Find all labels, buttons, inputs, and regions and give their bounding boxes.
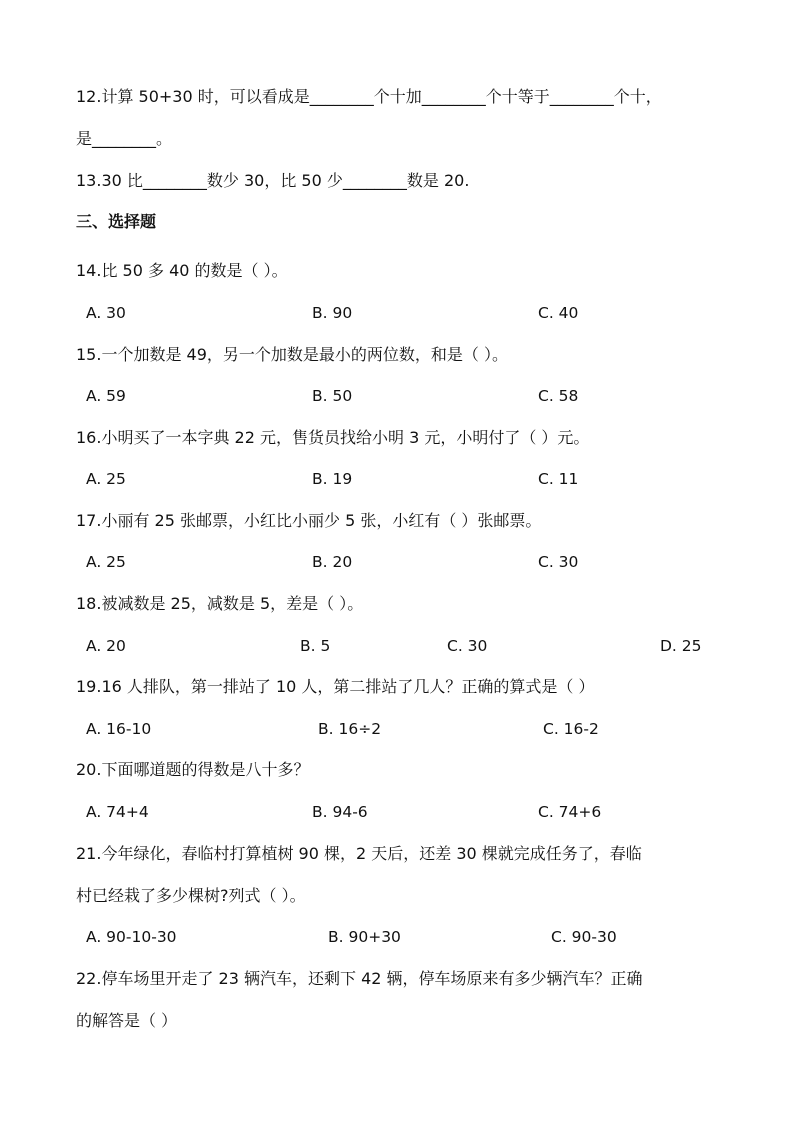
q16-option-c: C. 11 — [538, 470, 579, 488]
q18-option-a: A. 20 — [86, 637, 126, 655]
q18-option-b: B. 5 — [300, 637, 331, 655]
q17-option-a: A. 25 — [86, 553, 126, 571]
q16-option-a: A. 25 — [86, 470, 126, 488]
q19-option-a: A. 16-10 — [86, 720, 152, 738]
q21-line2: 村已经栽了多少棵树?列式（ ）。 — [76, 886, 306, 905]
q15-option-c: C. 58 — [538, 387, 579, 405]
q18-option-d: D. 25 — [660, 637, 702, 655]
q16-option-b: B. 19 — [312, 470, 353, 488]
q22-line2: 的解答是（ ） — [76, 1011, 178, 1030]
q19-text: 19.16 人排队，第一排站了 10 人，第二排站了几人？正确的算式是（ ） — [76, 677, 595, 696]
q20-option-c: C. 74+6 — [538, 803, 602, 821]
q17-option-b: B. 20 — [312, 553, 353, 571]
q18-text: 18.被减数是 25，减数是 5，差是（ ）。 — [76, 594, 364, 613]
q20-text: 20.下面哪道题的得数是八十多？ — [76, 760, 310, 779]
q13-text: 13.30 比________数少 30，比 50 少________数是 20. — [76, 171, 470, 190]
q20-option-b: B. 94-6 — [312, 803, 368, 821]
q14-option-a: A. 30 — [86, 304, 126, 322]
q21-option-b: B. 90+30 — [328, 928, 401, 946]
q17-option-c: C. 30 — [538, 553, 579, 571]
q15-option-b: B. 50 — [312, 387, 353, 405]
q14-text: 14.比 50 多 40 的数是（ ）。 — [76, 261, 288, 280]
q19-option-c: C. 16-2 — [543, 720, 599, 738]
q14-option-c: C. 40 — [538, 304, 579, 322]
q16-text: 16.小明买了一本字典 22 元，售货员找给小明 3 元，小明付了（ ）元。 — [76, 428, 590, 447]
q21-option-a: A. 90-10-30 — [86, 928, 177, 946]
q12-line2: 是________。 — [76, 129, 173, 148]
q20-option-a: A. 74+4 — [86, 803, 149, 821]
q21-option-c: C. 90-30 — [551, 928, 617, 946]
q18-option-c: C. 30 — [447, 637, 488, 655]
q17-text: 17.小丽有 25 张邮票，小红比小丽少 5 张，小红有（ ）张邮票。 — [76, 511, 542, 530]
q21-line1: 21.今年绿化，春临村打算植树 90 棵，2 天后，还差 30 棵就完成任务了，春临 — [76, 844, 642, 863]
q12-line1: 12.计算 50+30 时，可以看成是________个十加________个十等于________个十， — [76, 87, 662, 106]
q22-line1: 22.停车场里开走了 23 辆汽车，还剩下 42 辆，停车场原来有多少辆汽车？正确 — [76, 969, 643, 988]
q15-option-a: A. 59 — [86, 387, 126, 405]
section-heading: 三、选择题 — [76, 212, 157, 231]
q14-option-b: B. 90 — [312, 304, 353, 322]
q15-text: 15.一个加数是 49，另一个加数是最小的两位数，和是（ ）。 — [76, 345, 508, 364]
q19-option-b: B. 16÷2 — [318, 720, 382, 738]
